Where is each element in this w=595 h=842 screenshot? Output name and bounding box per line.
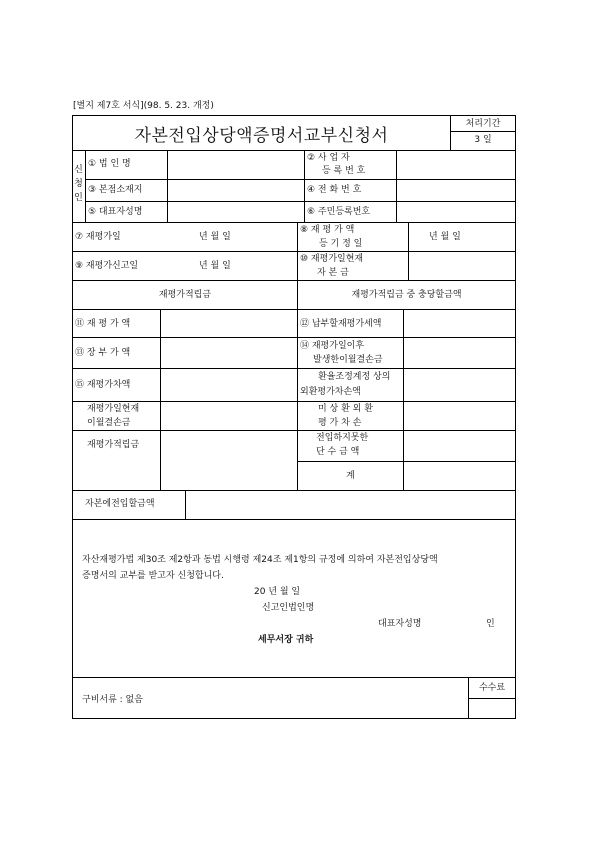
fee-label: 수수료 [478, 683, 506, 693]
registration-date-value[interactable]: 년 월 일 [429, 232, 461, 242]
ceo-signature-label: 대표자성명 [378, 619, 422, 629]
application-statement-1: 자산재평가법 제30조 제2항과 동법 시행령 제24조 제1항의 규정에 의하여 자본전입상당액 [82, 555, 438, 565]
fraction-field[interactable] [404, 431, 515, 460]
book-value-field[interactable] [161, 338, 296, 367]
processing-period-label: 처리기간 [465, 119, 501, 129]
current-capital-label-1: ⑩ 재평가일현재 [300, 254, 364, 264]
biz-reg-label-2: 등 록 번 호 [322, 166, 366, 176]
corp-name-label: ① 법 인 명 [88, 159, 131, 169]
fx-adjustment-field[interactable] [404, 369, 515, 400]
applicant-corp-name: 신고인법인명 [262, 603, 315, 613]
appraised-value-label: ⑪ 재 평 가 액 [75, 319, 131, 329]
total-label: 계 [346, 471, 355, 481]
tax-payable-field[interactable] [404, 310, 515, 336]
report-date-label: ⑨ 재평가신고일 [75, 261, 139, 271]
application-statement-2: 증명서의 교부를 받고자 신청합니다. [82, 571, 224, 581]
reserve-amount-field[interactable] [161, 431, 296, 489]
post-deficit-label-1: ⑭ 재평가일이후 [300, 341, 365, 351]
addressee: 세무서장 귀하 [258, 635, 314, 645]
deficit-at-revaluation-field[interactable] [161, 402, 296, 429]
fx-adjustment-label-2: 외환평가차손액 [300, 387, 361, 397]
unamortized-fx-label-2: 평 가 차 손 [318, 418, 362, 428]
report-date-value[interactable]: 년 월 일 [199, 261, 231, 271]
hq-address-label: ③ 본점소재지 [88, 185, 143, 195]
deficit-at-revaluation-label-1: 재평가일현재 [87, 404, 140, 414]
capital-transfer-field[interactable] [186, 491, 515, 518]
unamortized-fx-label-1: 미 상 환 외 환 [318, 404, 373, 414]
form-title: 자본전입상당액증명서교부신청서 [134, 126, 389, 146]
resident-no-label: ⑥ 주민등록번호 [307, 207, 371, 217]
registration-label-1: ⑧ 재 평 가 액 [300, 225, 355, 235]
attachments-note: 구비서류 : 없음 [82, 695, 143, 705]
ceo-name-label: ⑤ 대표자성명 [88, 207, 143, 217]
section-revaluation-reserve: 재평가적립금 [158, 290, 212, 300]
total-field[interactable] [404, 462, 515, 489]
corp-name-field[interactable] [168, 151, 303, 178]
ceo-name-field[interactable] [168, 202, 303, 221]
revaluation-date-value[interactable]: 년 월 일 [199, 232, 231, 242]
post-deficit-field[interactable] [404, 338, 515, 367]
revaluation-date-label: ⑦ 재평가일 [75, 232, 121, 242]
section-reserve-allocation: 재평가적립금 중 충당할금액 [351, 290, 462, 300]
reserve-amount-label: 재평가적립금 [87, 440, 140, 450]
appraised-value-field[interactable] [161, 310, 296, 336]
tax-payable-label: ⑫ 납부할재평가세액 [300, 319, 382, 329]
phone-field[interactable] [397, 180, 515, 200]
form-number: [별지 제7호 서식](98. 5. 23. 개정) [73, 101, 214, 111]
application-date[interactable]: 20 년 월 일 [254, 587, 301, 597]
hq-address-field[interactable] [168, 180, 303, 200]
phone-label: ④ 전 화 번 호 [307, 185, 362, 195]
resident-no-field[interactable] [397, 202, 515, 221]
deficit-at-revaluation-label-2: 이월결손금 [87, 418, 131, 428]
applicant-label: 신 청 인 [74, 165, 83, 203]
unamortized-fx-field[interactable] [404, 402, 515, 429]
post-deficit-label-2: 발생한이월결손금 [313, 355, 383, 365]
capital-transfer-label: 자본에전입할금액 [85, 499, 155, 509]
registration-label-2: 등 기 정 일 [319, 239, 363, 249]
biz-reg-field[interactable] [397, 151, 515, 178]
current-capital-field[interactable] [409, 252, 515, 279]
book-value-label: ⑬ 장 부 가 액 [75, 348, 131, 358]
fee-field[interactable] [469, 699, 515, 718]
revaluation-difference-label: ⑮ 재평가차액 [75, 380, 131, 390]
biz-reg-label-1: ② 사 업 자 [307, 153, 350, 163]
seal-mark[interactable]: 인 [486, 619, 495, 629]
processing-period-value: 3 일 [474, 135, 492, 145]
fraction-label-2: 단 수 금 액 [316, 447, 360, 457]
fx-adjustment-label-1: 환율조정계정 상의 [318, 372, 391, 382]
fraction-label-1: 전입하지못한 [316, 433, 369, 443]
current-capital-label-2: 자 본 금 [317, 268, 349, 278]
revaluation-difference-field[interactable] [161, 369, 296, 400]
